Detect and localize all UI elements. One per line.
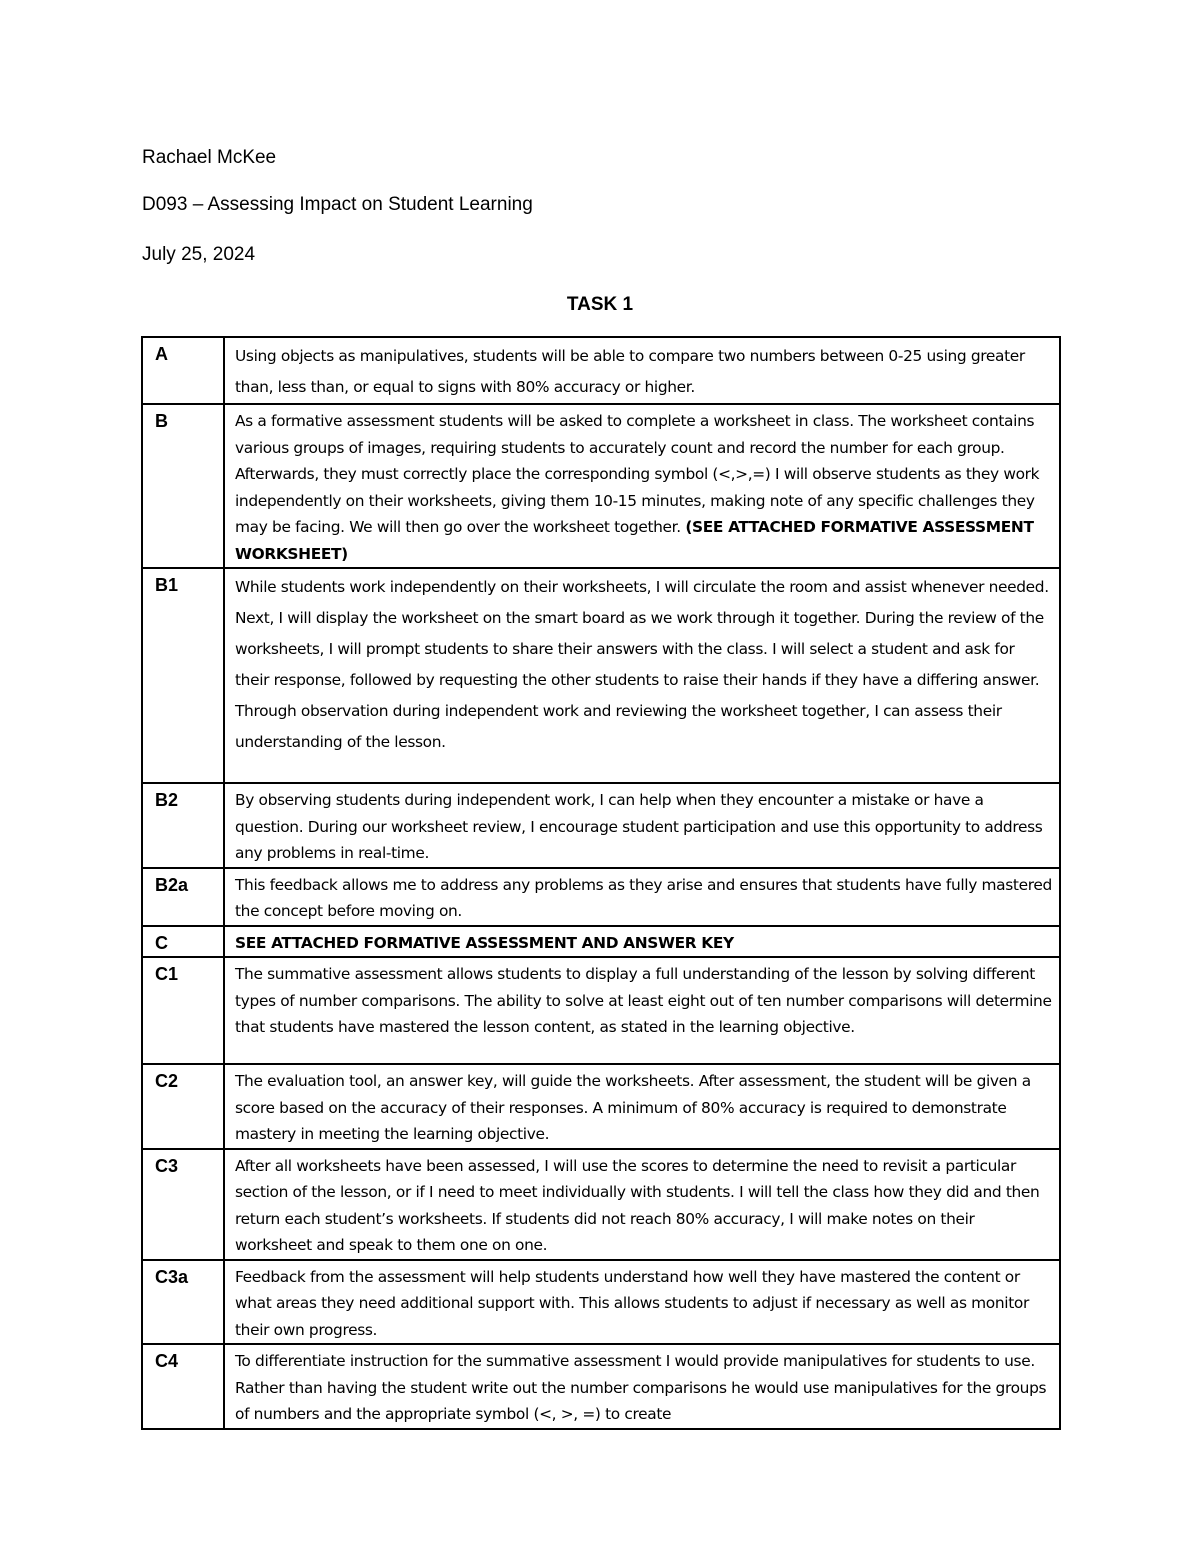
row-text: While students work independently on their worksheets, I will circulate the room and assist whenever needed. Next, I will display the worksheet on the smart board as we work through it together. During the review of the worksheets, I will prompt students to share their answers with the class. I will select a student and ask for their response, followed by requesting the other students to raise their hands if they have a differing answer. Through observation during independent work and reviewing the worksheet together, I can assess their understanding of the lesson. xyxy=(224,568,1060,783)
row-text: By observing students during independent work, I can help when they encounter a mistake or have a question. During our worksheet review, I encourage student participation and use this opportunity to address any problems in real-time. xyxy=(224,783,1060,868)
row-text: This feedback allows me to address any problems as they arise and ensures that students have fully mastered the concept before moving on. xyxy=(224,868,1060,926)
table-row xyxy=(142,568,1060,783)
table-row xyxy=(142,783,1060,868)
table-row xyxy=(142,1344,1060,1429)
table-row xyxy=(142,1064,1060,1149)
row-text: Using objects as manipulatives, students will be able to compare two numbers between 0-25 using greater than, less than, or equal to signs with 80% accuracy or higher. xyxy=(224,337,1060,404)
row-label: C4 xyxy=(142,1344,224,1429)
task-title: TASK 1 xyxy=(566,294,634,315)
row-text: SEE ATTACHED FORMATIVE ASSESSMENT AND ANSWER KEY xyxy=(224,926,1060,958)
row-label: C xyxy=(142,926,224,958)
row-text: After all worksheets have been assessed, I will use the scores to determine the need to revisit a particular section of the lesson, or if I need to meet individually with students. I will tell the class how they did and then return each student’s worksheets. If students did not reach 80% accuracy, I will make notes on their worksheet and speak to them one on one. xyxy=(224,1149,1060,1260)
row-label: C3 xyxy=(142,1149,224,1260)
row-text: The summative assessment allows students to display a full understanding of the lesson by solving different types of number comparisons. The ability to solve at least eight out of ten number comparisons will determine that students have mastered the lesson content, as stated in the learning objective. xyxy=(224,957,1060,1064)
row-label: A xyxy=(142,337,224,404)
table-row xyxy=(142,1260,1060,1345)
row-text-bold-note: (SEE ATTACHED FORMATIVE ASSESSMENT WORKSHEET) xyxy=(235,518,1034,563)
row-text: To differentiate instruction for the summative assessment I would provide manipulatives for students to use. Rather than having the student write out the number comparisons he would use manipulatives for the groups of numbers and the appropriate symbol (<, >, =) to create xyxy=(224,1344,1060,1429)
row-label: B2 xyxy=(142,783,224,868)
course-title: D093 – Assessing Impact on Student Learning xyxy=(142,194,533,215)
table-row xyxy=(142,337,1060,404)
table-row xyxy=(142,957,1060,1064)
row-label: B2a xyxy=(142,868,224,926)
document-date: July 25, 2024 xyxy=(142,244,256,265)
table-row xyxy=(142,868,1060,926)
table-row xyxy=(142,926,1060,958)
row-text: Feedback from the assessment will help students understand how well they have mastered the content or what areas they need additional support with. This allows students to adjust if necessary as well as monitor their own progress. xyxy=(224,1260,1060,1345)
task-table xyxy=(141,336,1061,1430)
row-label: B1 xyxy=(142,568,224,783)
author-name: Rachael McKee xyxy=(142,147,277,168)
row-text-body: As a formative assessment students will be asked to complete a worksheet in class. The worksheet contains various groups of images, requiring students to accurately count and record the number for each group. Afterwards, they must correctly place the corresponding symbol (<,>,=) I will observe students as they work independently on their worksheets, giving them 10-15 minutes, making note of any specific challenges they may be facing. We will then go over the worksheet together. xyxy=(235,412,1040,536)
row-label: C1 xyxy=(142,957,224,1064)
row-text: The evaluation tool, an answer key, will guide the worksheets. After assessment, the student will be given a score based on the accuracy of their responses. A minimum of 80% accuracy is required to demonstrate mastery in meeting the learning objective. xyxy=(224,1064,1060,1149)
row-label: C2 xyxy=(142,1064,224,1149)
row-text xyxy=(224,404,1060,568)
row-label: C3a xyxy=(142,1260,224,1345)
row-label: B xyxy=(142,404,224,568)
table-row xyxy=(142,404,1060,568)
table-row xyxy=(142,1149,1060,1260)
